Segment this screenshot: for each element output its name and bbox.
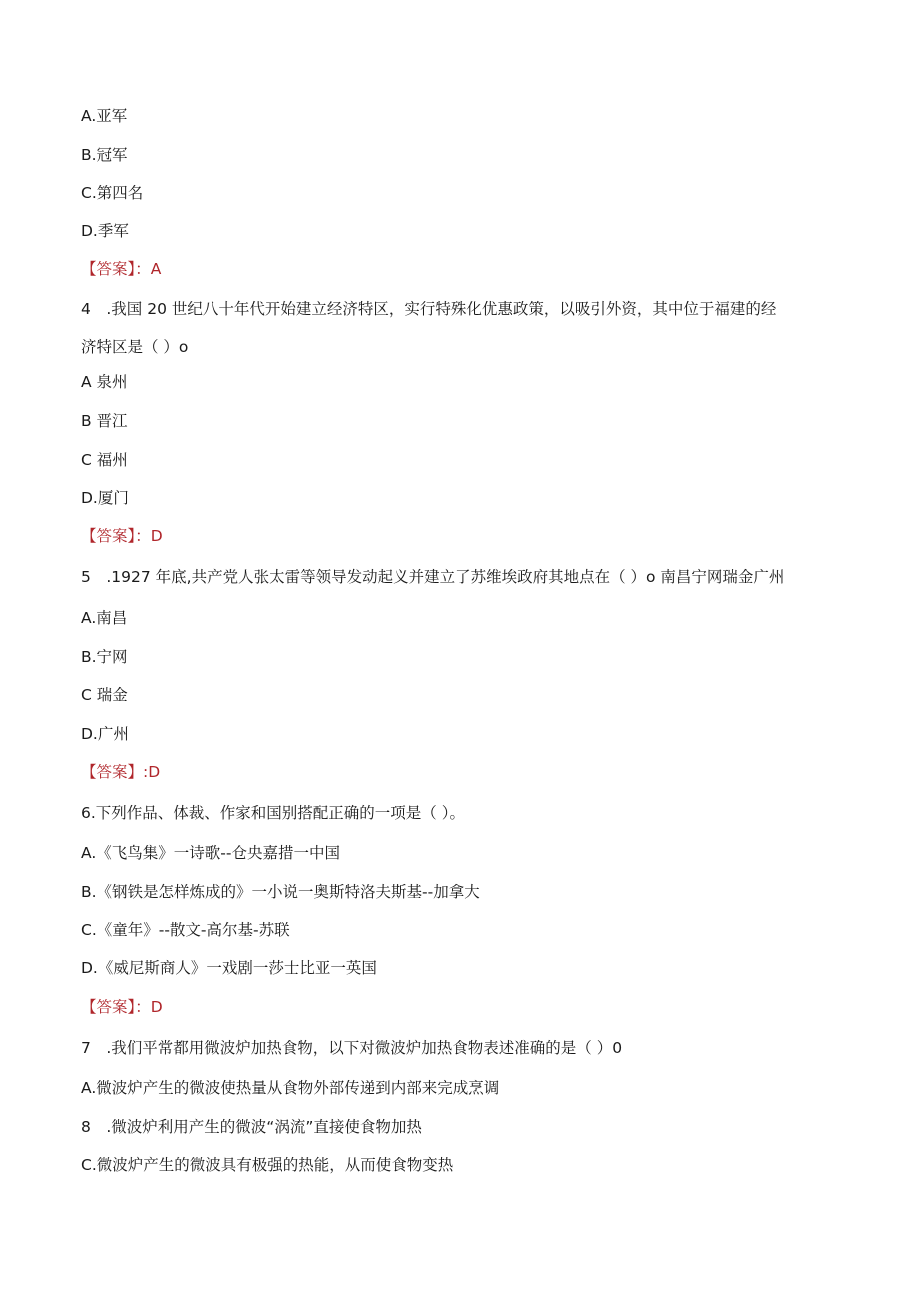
text-line: C.第四名 xyxy=(81,184,144,202)
text-line: 4 .我国 20 世纪八十年代开始建立经济特区，实行特殊化优惠政策，以吸引外资，其中位于福建的经 xyxy=(81,300,777,318)
text-line: 8 .微波炉利用产生的微波“涡流”直接使食物加热 xyxy=(81,1118,422,1136)
answer-line: 【答案】：D xyxy=(81,527,163,545)
text-line: 6.下列作品、体裁、作家和国别搭配正确的一项是（ ）。 xyxy=(81,804,465,822)
text-line: C.微波炉产生的微波具有极强的热能，从而使食物变热 xyxy=(81,1156,454,1174)
text-line: B 晋江 xyxy=(81,412,128,430)
text-line: 5 .1927 年底,共产党人张太雷等领导发动起义并建立了苏维埃政府其地点在（ ）o 南昌宁网瑞金广州 xyxy=(81,568,785,586)
text-line: A.《飞鸟集》一诗歌--仓央嘉措一中国 xyxy=(81,844,340,862)
text-line: D.《威尼斯商人》一戏剧一莎士比亚一英国 xyxy=(81,959,377,977)
text-line: D.广州 xyxy=(81,725,129,743)
text-line: A.南昌 xyxy=(81,609,128,627)
answer-line: 【答案】:D xyxy=(81,763,161,781)
text-line: D.季军 xyxy=(81,222,129,240)
text-line: A.微波炉产生的微波使热量从食物外部传递到内部来完成烹调 xyxy=(81,1079,500,1097)
text-line: A 泉州 xyxy=(81,373,128,391)
text-line: D.厦门 xyxy=(81,489,129,507)
text-line: C 瑞金 xyxy=(81,686,128,704)
answer-line: 【答案】：A xyxy=(81,260,162,278)
text-line: B.冠军 xyxy=(81,146,128,164)
text-line: 济特区是（ ）o xyxy=(81,338,189,356)
text-line: B.宁网 xyxy=(81,648,128,666)
text-line: A.亚军 xyxy=(81,107,128,125)
text-line: B.《钢铁是怎样炼成的》一小说一奥斯特洛夫斯基--加拿大 xyxy=(81,883,480,901)
text-line: C 福州 xyxy=(81,451,128,469)
answer-line: 【答案】：D xyxy=(81,998,163,1016)
text-line: 7 .我们平常都用微波炉加热食物，以下对微波炉加热食物表述准确的是（ ）0 xyxy=(81,1039,623,1057)
text-line: C.《童年》--散文-高尔基-苏联 xyxy=(81,921,290,939)
